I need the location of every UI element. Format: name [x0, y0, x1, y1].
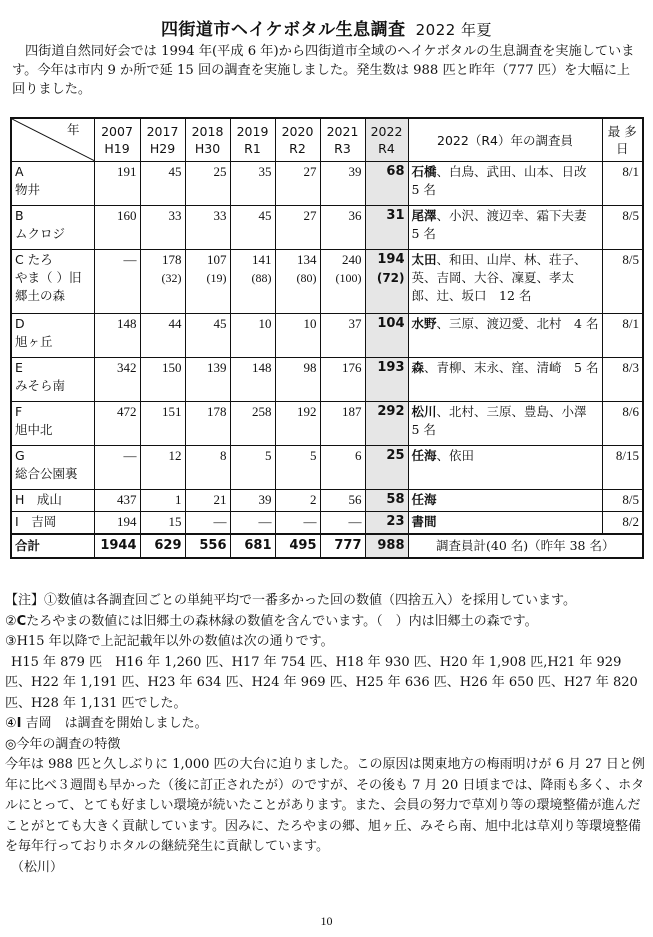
- value-cell-2022: 292: [365, 402, 408, 446]
- members-cell: 石橋、白鳥、武田、山本、日改 5 名: [408, 162, 602, 206]
- note-3: ③H15 年以降で上記記載年以外の数値は次の通りです。: [5, 634, 334, 649]
- table-row: [11, 314, 643, 358]
- value-cell: —: [230, 512, 275, 534]
- date-cell: 8/6: [602, 402, 643, 446]
- note-author: （松川）: [11, 859, 64, 875]
- header-year-2017: 2017 H29: [140, 118, 185, 162]
- total-cell-2022: 988: [365, 534, 408, 558]
- table-row: [11, 250, 643, 314]
- value-cell: 148: [94, 314, 140, 358]
- value-cell: 148: [230, 358, 275, 402]
- value-cell: 36: [320, 206, 365, 250]
- note-6: ◎今年の調査の特徴: [5, 736, 121, 752]
- value-cell: 176: [320, 358, 365, 402]
- members-cell: 書間: [408, 512, 602, 534]
- members-cell: 森、青柳、末永、窪、清崎 5 名: [408, 358, 602, 402]
- title-year: 2022 年夏: [415, 21, 493, 39]
- header-year-2007: 2007 H19: [94, 118, 140, 162]
- value-cell: 5: [275, 446, 320, 490]
- header-year-label: 年: [66, 122, 80, 137]
- notes-section: [5, 591, 645, 878]
- value-cell: 35: [230, 162, 275, 206]
- survey-table: [10, 117, 644, 559]
- header-max-date: 最 多 日: [602, 118, 643, 162]
- table-row: [11, 490, 643, 512]
- date-cell: 8/1: [602, 314, 643, 358]
- date-cell: 8/5: [602, 206, 643, 250]
- total-cell: 556: [185, 534, 230, 558]
- value-cell: 45: [140, 162, 185, 206]
- value-cell: 12: [140, 446, 185, 490]
- header-members: 2022（R4）年の調査員: [408, 118, 602, 162]
- value-cell: 107 (19): [185, 250, 230, 314]
- value-cell: 15: [140, 512, 185, 534]
- value-cell: 37: [320, 314, 365, 358]
- members-cell: 松川、北村、三原、豊島、小澤 5 名: [408, 402, 602, 446]
- value-cell: 2: [275, 490, 320, 512]
- value-cell: 258: [230, 402, 275, 446]
- members-cell: 尾澤、小沢、渡辺幸、霜下夫妻 5 名: [408, 206, 602, 250]
- site-cell: H 成山: [11, 490, 94, 512]
- total-cell: 777: [320, 534, 365, 558]
- site-cell: G 総合公園裏: [11, 446, 94, 490]
- value-cell: —: [94, 250, 140, 314]
- value-cell: 98: [275, 358, 320, 402]
- value-cell: 6: [320, 446, 365, 490]
- date-cell: 8/1: [602, 162, 643, 206]
- value-cell: 25: [185, 162, 230, 206]
- value-cell: 33: [140, 206, 185, 250]
- table-row: [11, 446, 643, 490]
- value-cell: 1: [140, 490, 185, 512]
- value-cell: 178: [185, 402, 230, 446]
- total-cell: 1944: [94, 534, 140, 558]
- value-cell: 56: [320, 490, 365, 512]
- value-cell: 8: [185, 446, 230, 490]
- value-cell: 150: [140, 358, 185, 402]
- header-year-2022: 2022 R4: [365, 118, 408, 162]
- value-cell: 240 (100): [320, 250, 365, 314]
- table-row: [11, 206, 643, 250]
- table-row: [11, 512, 643, 534]
- total-cell: 495: [275, 534, 320, 558]
- total-cell: 629: [140, 534, 185, 558]
- header-year-cell: [11, 118, 94, 162]
- table-row: [11, 402, 643, 446]
- value-cell: 21: [185, 490, 230, 512]
- total-label: 合計: [11, 534, 94, 558]
- value-cell: 437: [94, 490, 140, 512]
- members-cell: 太田、和田、山岸、林、荘子、英、吉岡、大谷、凜夏、孝太郎、辻、坂口 12 名: [408, 250, 602, 314]
- table-total-row: [11, 534, 643, 558]
- diagonal-line: [12, 119, 95, 161]
- site-cell: E みそら南: [11, 358, 94, 402]
- value-cell: 134 (80): [275, 250, 320, 314]
- value-cell: 45: [185, 314, 230, 358]
- value-cell: 141 (88): [230, 250, 275, 314]
- value-cell: —: [275, 512, 320, 534]
- value-cell: 472: [94, 402, 140, 446]
- site-cell: I 吉岡: [11, 512, 94, 534]
- header-year-2020: 2020 R2: [275, 118, 320, 162]
- value-cell: 192: [275, 402, 320, 446]
- value-cell: 5: [230, 446, 275, 490]
- note-7: 今年は 988 匹と久しぶりに 1,000 匹の大台に迫りました。この原因は関東地方の梅雨明けが 6 月 27 日と例年に比べ３週間も早かった（後に訂正されたが）のですが、その後も 7 月 20 日頃までは、降雨も多く、ホタルにとって、とても好ましい環境が続いたことがあります。また、会員の努力で草刈り等の環境整備が進んだことがとても大きく貢献しています。因みに、たろやまの郷、旭ヶ丘、みそら南、旭中北は草刈り等環境整備を毎年行っておりホタルの継続発生に貢献しています。: [5, 757, 645, 854]
- value-cell: 139: [185, 358, 230, 402]
- value-cell: 10: [275, 314, 320, 358]
- header-year-2019: 2019 R1: [230, 118, 275, 162]
- value-cell-2022: 23: [365, 512, 408, 534]
- members-cell: 水野、三原、渡辺愛、北村 4 名: [408, 314, 602, 358]
- value-cell: 39: [230, 490, 275, 512]
- note-4: H15 年 879 匹 H16 年 1,260 匹、H17 年 754 匹、H18 年 930 匹、H20 年 1,908 匹,H21 年 929 匹、H22 年 1,191 匹、H23 年 634 匹、H24 年 969 匹、H25 年 636 匹、H26 年 650 匹、H27 年 820 匹、H28 年 1,131 匹でした。: [5, 654, 638, 711]
- value-cell: 27: [275, 206, 320, 250]
- header-year-2021: 2021 R3: [320, 118, 365, 162]
- note-5: ④I 吉岡 は調査を開始しました。: [5, 716, 208, 731]
- members-cell: 任海: [408, 490, 602, 512]
- value-cell: 191: [94, 162, 140, 206]
- page-title: [0, 15, 653, 40]
- date-cell: 8/15: [602, 446, 643, 490]
- date-cell: 8/5: [602, 250, 643, 314]
- date-cell: 8/5: [602, 490, 643, 512]
- value-cell-2022: 193: [365, 358, 408, 402]
- site-cell: D 旭ヶ丘: [11, 314, 94, 358]
- value-cell: 44: [140, 314, 185, 358]
- site-cell: A 物井: [11, 162, 94, 206]
- date-cell: 8/3: [602, 358, 643, 402]
- site-cell: F 旭中北: [11, 402, 94, 446]
- value-cell-2022: 194 (72): [365, 250, 408, 314]
- value-cell: 10: [230, 314, 275, 358]
- value-cell: 194: [94, 512, 140, 534]
- value-cell: 160: [94, 206, 140, 250]
- total-cell: 681: [230, 534, 275, 558]
- table-row: [11, 162, 643, 206]
- value-cell-2022: 58: [365, 490, 408, 512]
- note-1: 【注】①数値は各調査回ごとの単純平均で一番多かった回の数値（四捨五入）を採用しています。: [5, 593, 576, 608]
- page-number: 10: [320, 914, 333, 928]
- value-cell: 342: [94, 358, 140, 402]
- table-header-row: [11, 118, 643, 162]
- value-cell: 187: [320, 402, 365, 446]
- value-cell-2022: 104: [365, 314, 408, 358]
- value-cell: —: [94, 446, 140, 490]
- members-cell: 任海、依田: [408, 446, 602, 490]
- value-cell: —: [185, 512, 230, 534]
- intro-paragraph: 四街道自然同好会では 1994 年(平成 6 年)から四街道市全域のヘイケボタルの生息調査を実施しています。今年は市内 9 か所で延 15 回の調査を実施しました。発生数は 988 匹と昨年（777 匹）を大幅に上回りました。: [12, 44, 635, 97]
- title-text: 四街道市ヘイケボタル生息調査: [160, 20, 406, 40]
- note-2: ②Cたろやまの数値には旧郷土の森林縁の数値を含んでいます。（ ）内は旧郷土の森です。: [5, 613, 538, 629]
- value-cell-2022: 31: [365, 206, 408, 250]
- site-cell: C たろ やま（ ）旧郷土の森: [11, 250, 94, 314]
- header-year-2018: 2018 H30: [185, 118, 230, 162]
- value-cell-2022: 68: [365, 162, 408, 206]
- value-cell: 178 (32): [140, 250, 185, 314]
- value-cell-2022: 25: [365, 446, 408, 490]
- value-cell: —: [320, 512, 365, 534]
- value-cell: 45: [230, 206, 275, 250]
- table-row: [11, 358, 643, 402]
- total-members-note: 調査員計(40 名)（昨年 38 名）: [408, 534, 643, 558]
- value-cell: 27: [275, 162, 320, 206]
- site-cell: B ムクロジ: [11, 206, 94, 250]
- value-cell: 39: [320, 162, 365, 206]
- value-cell: 33: [185, 206, 230, 250]
- value-cell: 151: [140, 402, 185, 446]
- date-cell: 8/2: [602, 512, 643, 534]
